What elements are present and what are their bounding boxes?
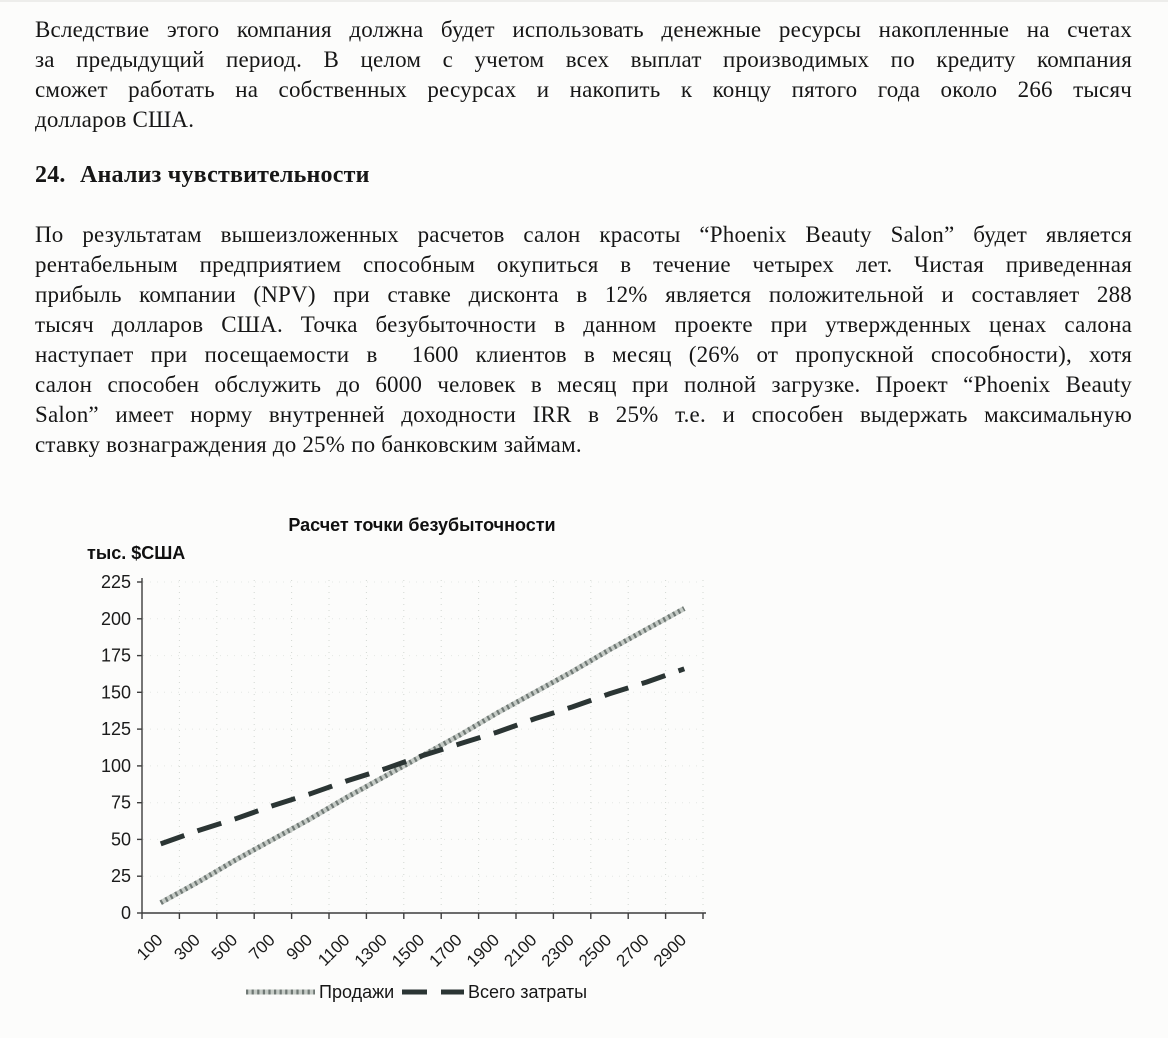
text-line: наступает при посещаемости в 1600 клиентов в месяц (26% от пропускной способности), хотя <box>35 342 1132 367</box>
y-tick-label: 175 <box>100 645 131 666</box>
text-line: Вследствие этого компания должна будет использовать денежные ресурсы накопленные на счетах <box>35 17 1132 42</box>
text-line: сможет работать на собственных ресурсах и накопить к концу пятого года около 266 тысяч <box>35 77 1132 102</box>
x-tick-label: 2700 <box>612 930 653 971</box>
chart-y-axis-label: тыс. $США <box>87 543 186 563</box>
paragraph-cash-resources <box>35 15 1132 135</box>
text-line: ставку вознаграждения до 25% по банковским займам. <box>35 432 582 457</box>
x-tick-label: 1300 <box>350 930 391 971</box>
y-tick-label: 225 <box>100 572 131 592</box>
x-tick-label: 1700 <box>425 930 466 971</box>
y-tick-label: 50 <box>110 829 131 850</box>
chart-plot-area <box>101 572 706 971</box>
series-line-1 <box>161 669 685 844</box>
x-tick-label: 500 <box>207 930 242 964</box>
text-line: Salon” имеет норму внутренней доходности IRR в 25% т.е. и способен выдержать максимальную <box>35 402 1132 427</box>
chart-title: Расчет точки безубыточности <box>288 515 556 535</box>
legend-label-sales: Продажи <box>319 982 395 1002</box>
break-even-chart <box>60 485 710 1038</box>
x-tick-label: 700 <box>245 930 279 964</box>
x-tick-label: 100 <box>133 930 167 964</box>
section-number: 24. <box>35 162 66 188</box>
text-line: тысяч долларов США. Точка безубыточности в данном проекте при утвержденных ценах салона <box>35 312 1132 337</box>
text-line: рентабельным предприятием способным окупиться в течение четырех лет. Чистая приведенная <box>35 252 1132 277</box>
paragraph-sensitivity-analysis <box>35 220 1132 460</box>
document-body <box>0 2 1168 460</box>
x-tick-label: 1900 <box>462 930 504 971</box>
text-line: за предыдущий период. В целом с учетом всех выплат производимых по кредиту компания <box>35 47 1132 72</box>
text-line: прибыль компании (NPV) при ставке дисконта в 12% является положительной и составляет 288 <box>35 282 1132 307</box>
y-tick-label: 150 <box>100 682 131 703</box>
y-tick-label: 200 <box>100 608 131 629</box>
x-tick-label: 900 <box>282 930 317 964</box>
text-line: По результатам вышеизложенных расчетов салон красоты “Phoenix Beauty Salon” будет является <box>35 222 1132 247</box>
break-even-chart-svg <box>60 485 710 1038</box>
chart-legend <box>246 982 587 1002</box>
x-tick-label: 2500 <box>575 930 616 971</box>
y-tick-label: 125 <box>100 719 131 740</box>
x-tick-label: 1100 <box>314 930 354 970</box>
y-tick-label: 25 <box>110 866 131 887</box>
legend-label-costs: Всего затраты <box>468 982 588 1002</box>
x-tick-label: 1500 <box>388 930 429 971</box>
x-tick-label: 2900 <box>649 930 691 971</box>
x-tick-label: 2300 <box>537 930 578 971</box>
section-heading <box>35 162 1132 189</box>
x-tick-label: 300 <box>170 930 204 964</box>
section-title: Анализ чувствительности <box>80 162 370 188</box>
y-tick-label: 0 <box>120 903 131 923</box>
x-tick-label: 2100 <box>500 930 541 971</box>
y-tick-label: 75 <box>110 792 131 813</box>
y-tick-label: 100 <box>100 755 131 776</box>
text-line: салон способен обслужить до 6000 человек в месяц при полной загрузке. Проект “Phoenix Beauty <box>35 372 1132 397</box>
text-line: долларов США. <box>35 107 195 132</box>
